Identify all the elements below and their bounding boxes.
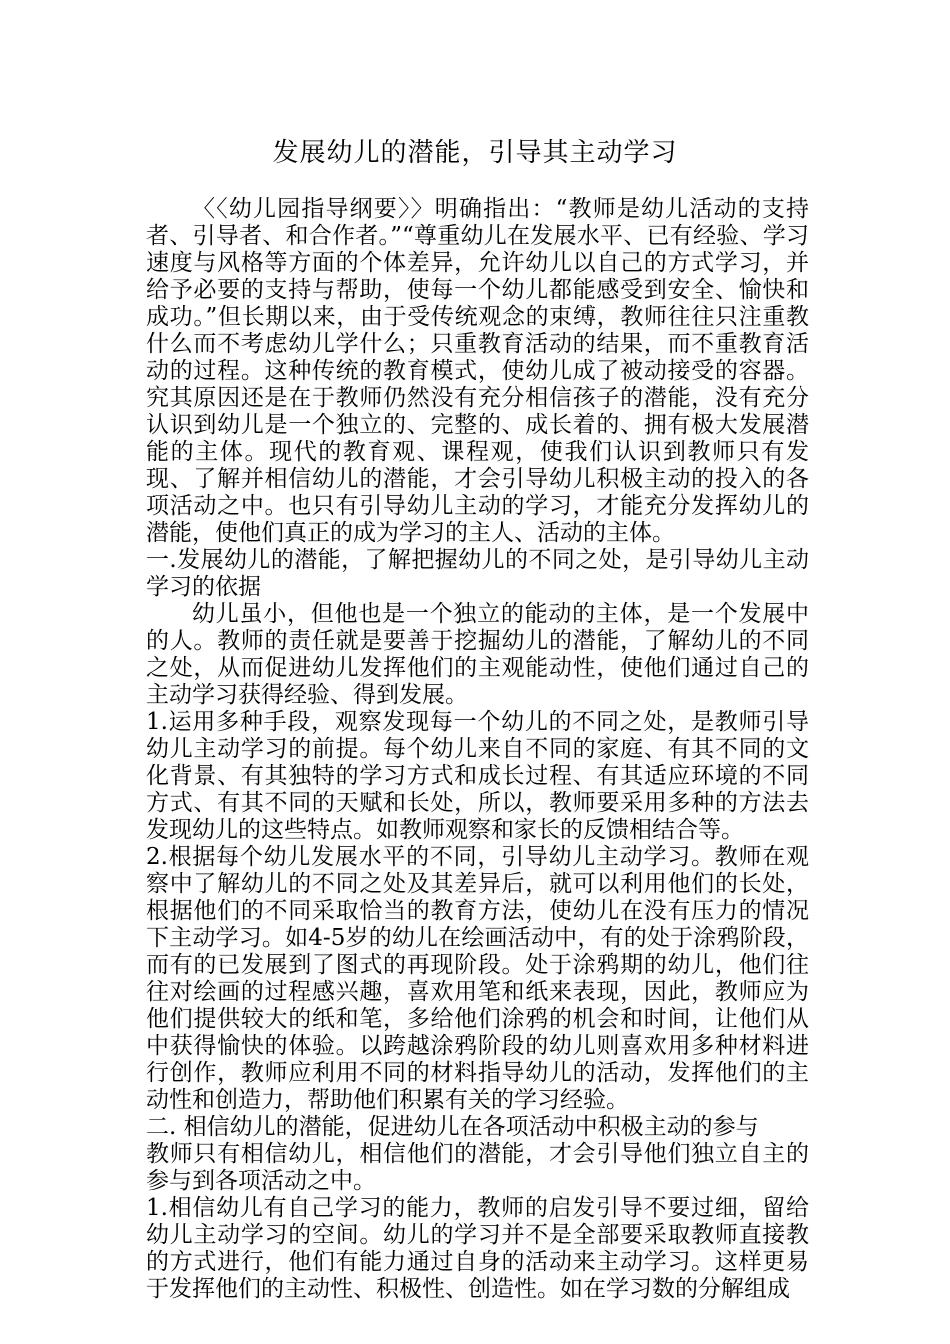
paragraph-item-1-1: 1.运用多种手段，观察发现每一个幼儿的不同之处，是教师引导幼儿主动学习的前提。每个幼儿来自不同的家庭、有其不同的文化背景、有其独特的学习方式和成长过程、有其适应环境的不同方式、有其不同的天赋和长处，所以，教师要采用多种的方法去发现幼儿的这些特点。如教师观察和家长的反馈相结合等。 xyxy=(146,709,809,843)
paragraph-section-2: 教师只有相信幼儿，相信他们的潜能，才会引导他们独立自主的参与到各项活动之中。 xyxy=(146,1141,809,1194)
document-body xyxy=(146,196,809,1303)
document-title: 发展幼儿的潜能，引导其主动学习 xyxy=(272,138,678,168)
paragraph-section-1: 幼儿虽小，但他也是一个独立的能动的主体，是一个发展中的人。教师的责任就是要善于挖掘幼儿的潜能，了解幼儿的不同之处，从而促进幼儿发挥他们的主观能动性，使他们通过自己的主动学习获得经验、得到发展。 xyxy=(146,601,809,708)
paragraph-item-1-2: 2.根据每个幼儿发展水平的不同，引导幼儿主动学习。教师在观察中了解幼儿的不同之处及其差异后，就可以利用他们的长处，根据他们的不同采取恰当的教育方法，使幼儿在没有压力的情况下主动学习。如4-5岁的幼儿在绘画活动中，有的处于涂鸦阶段，而有的已发展到了图式的再现阶段。处于涂鸦期的幼儿，他们往往对绘画的过程感兴趣，喜欢用笔和纸来表现，因此，教师应为他们提供较大的纸和笔，多给他们涂鸦的机会和时间，让他们从中获得愉快的体验。以跨越涂鸦阶段的幼儿则喜欢用多种材料进行创作，教师应利用不同的材料指导幼儿的活动，发挥他们的主动性和创造力，帮助他们积累有关的学习经验。 xyxy=(146,844,809,1113)
paragraph-item-2-1: 1.相信幼儿有自己学习的能力，教师的启发引导不要过细，留给幼儿主动学习的空间。幼儿的学习并不是全部要采取教师直接教的方式进行，他们有能力通过自身的活动来主动学习。这样更易于发挥他们的主动性、积极性、创造性。如在学习数的分解组成 xyxy=(146,1195,809,1302)
paragraph-intro: 〈〈幼儿园指导纲要〉〉明确指出：“教师是幼儿活动的支持者、引导者、和合作者。”“尊重幼儿在发展水平、已有经验、学习速度与风格等方面的个体差异，允许幼儿以自己的方式学习，并给予必要的支持与帮助，使每一个幼儿都能感受到安全、愉快和成功。”但长期以来，由于受传统观念的束缚，教师往往只注重教什么而不考虑幼儿学什么；只重教育活动的结果，而不重教育活动的过程。这种传统的教育模式，使幼儿成了被动接受的容器。究其原因还是在于教师仍然没有充分相信孩子的潜能，没有充分认识到幼儿是一个独立的、完整的、成长着的、拥有极大发展潜能的主体。现代的教育观、课程观，使我们认识到教师只有发现、了解并相信幼儿的潜能，才会引导幼儿积极主动的投入的各项活动之中。也只有引导幼儿主动的学习，才能充分发挥幼儿的潜能，使他们真正的成为学习的主人、活动的主体。 xyxy=(146,196,809,546)
section-heading-2: 二. 相信幼儿的潜能，促进幼儿在各项活动中积极主动的参与 xyxy=(146,1114,759,1140)
section-heading-1: 一.发展幼儿的潜能，了解把握幼儿的不同之处，是引导幼儿主动学习的依据 xyxy=(146,547,809,600)
